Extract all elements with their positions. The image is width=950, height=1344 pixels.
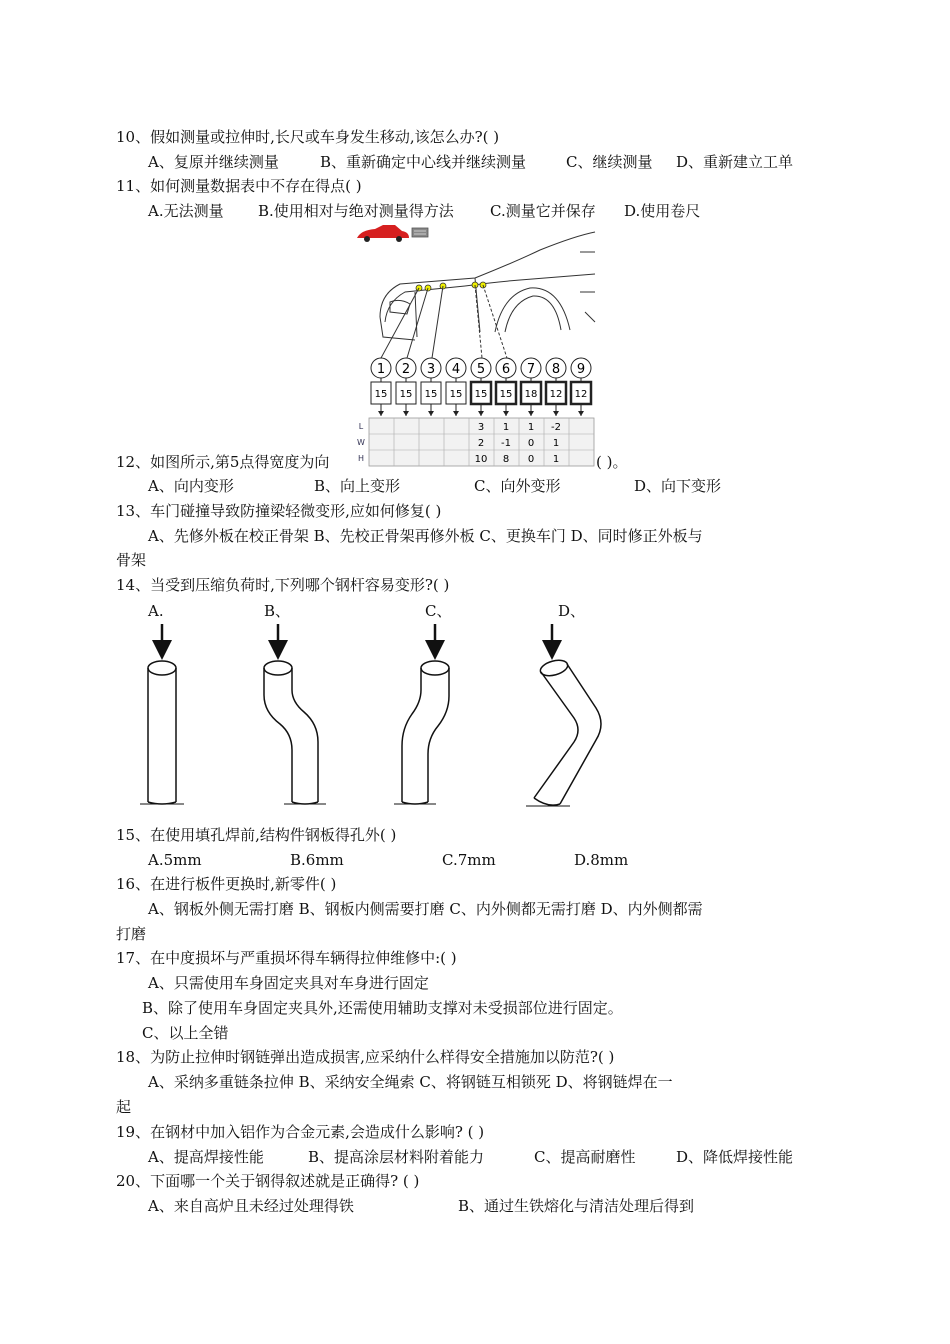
table-cell: 1 — [552, 438, 560, 449]
question-12-paren: ( )。 — [596, 453, 628, 471]
row-label-L: L — [358, 422, 364, 431]
option-b: B、向上变形 — [314, 477, 401, 495]
option-c: C.7mm — [442, 851, 496, 869]
question-13-options: A、先修外板在校正骨架 B、先校正骨架再修外板 C、更换车门 D、同时修正外板与 — [148, 527, 703, 545]
table-cell: 3 — [477, 422, 485, 433]
table-cell: 0 — [527, 454, 535, 465]
option-a: A.5mm — [148, 851, 202, 869]
option-c: C、向外变形 — [474, 477, 561, 495]
rod-b-bent — [264, 624, 326, 804]
svg-text:5: 5 — [476, 362, 486, 377]
question-17: 17、在中度损坏与严重损坏得车辆得拉伸维修中:( ) — [116, 949, 457, 967]
question-16: 16、在进行板件更换时,新零件( ) — [116, 875, 337, 893]
option-b: B、重新确定中心线并继续测量 — [320, 153, 527, 171]
option-a: A、来自高炉且未经过处理得铁 — [148, 1197, 354, 1215]
point-9-label — [571, 358, 591, 382]
rod-label-b: B、 — [264, 602, 291, 620]
question-18-options-wrap: 起 — [116, 1098, 132, 1116]
svg-text:3: 3 — [426, 362, 436, 377]
height-box-8 — [546, 382, 566, 416]
question-17-option-c: C、以上全错 — [142, 1024, 229, 1042]
question-15: 15、在使用填孔焊前,结构件钢板得孔外( ) — [116, 826, 397, 844]
question-18-options: A、采纳多重链条拉伸 B、采纳安全绳索 C、将钢链互相锁死 D、将钢链焊在一 — [148, 1073, 673, 1091]
svg-text:18: 18 — [524, 389, 538, 400]
svg-text:15: 15 — [424, 389, 438, 400]
table-cell: 1 — [502, 422, 510, 433]
table-cell: 1 — [527, 422, 535, 433]
svg-text:9: 9 — [576, 362, 586, 377]
svg-text:12: 12 — [549, 389, 563, 400]
question-10: 10、假如测量或拉伸时,长尺或车身发生移动,该怎么办?( ) — [116, 128, 500, 146]
option-b: B、提高涂层材料附着能力 — [308, 1148, 485, 1166]
point-8-label — [546, 358, 566, 382]
svg-text:1: 1 — [376, 362, 386, 377]
height-box-9 — [571, 382, 591, 416]
question-20: 20、下面哪一个关于钢得叙述就是正确得? ( ) — [116, 1172, 420, 1190]
question-11: 11、如何测量数据表中不存在得点( ) — [116, 177, 362, 195]
svg-text:12: 12 — [574, 389, 588, 400]
height-box-3 — [421, 382, 441, 416]
height-box-7 — [521, 382, 541, 416]
car-body-outline — [380, 232, 595, 340]
point-3-label — [421, 358, 441, 382]
option-a: A、复原并继续测量 — [148, 153, 279, 171]
question-17-option-b: B、除了使用车身固定夹具外,还需使用辅助支撑对未受损部位进行固定。 — [142, 999, 623, 1017]
point-1-label — [371, 358, 391, 382]
option-a: A.无法测量 — [148, 202, 224, 220]
option-d: D.使用卷尺 — [624, 202, 701, 220]
option-c: C.测量它并保存 — [490, 202, 596, 220]
option-b: B.6mm — [290, 851, 344, 869]
row-label-H: H — [357, 454, 365, 463]
question-16-options: A、钢板外侧无需打磨 B、钢板内侧需要打磨 C、内外侧都无需打磨 D、内外侧都需 — [148, 900, 703, 918]
point-7-label — [521, 358, 541, 382]
svg-text:7: 7 — [526, 362, 536, 377]
table-cell: 1 — [552, 454, 560, 465]
option-d: D.8mm — [574, 851, 629, 869]
table-cell: -1 — [501, 438, 511, 449]
svg-text:15: 15 — [499, 389, 513, 400]
height-box-1 — [371, 382, 391, 416]
car-measurement-figure — [355, 222, 600, 470]
svg-text:15: 15 — [399, 389, 413, 400]
point-2-label — [396, 358, 416, 382]
table-cell: 0 — [527, 438, 535, 449]
option-a: A、提高焊接性能 — [148, 1148, 264, 1166]
height-box-4 — [446, 382, 466, 416]
point-6-label — [496, 358, 516, 382]
option-b: B.使用相对与绝对测量得方法 — [258, 202, 454, 220]
rod-label-d: D、 — [558, 602, 586, 620]
svg-text:15: 15 — [449, 389, 463, 400]
row-label-W: W — [357, 438, 365, 447]
rod-d-bent — [526, 624, 601, 806]
question-19: 19、在钢材中加入铝作为合金元素,会造成什么影响? ( ) — [116, 1123, 485, 1141]
option-d: D、向下变形 — [634, 477, 722, 495]
question-13: 13、车门碰撞导致防撞梁轻微变形,应如何修复( ) — [116, 502, 442, 520]
question-16-options-wrap: 打磨 — [116, 925, 147, 943]
option-b: B、通过生铁熔化与清洁处理后得到 — [458, 1197, 695, 1215]
rod-c-bent — [394, 624, 449, 804]
rod-a-straight — [140, 624, 184, 804]
question-12 — [116, 452, 329, 472]
option-c: C、提高耐磨性 — [534, 1148, 636, 1166]
car-icon — [357, 225, 428, 242]
svg-text:15: 15 — [474, 389, 488, 400]
point-4-label — [446, 358, 466, 382]
table-cell: 10 — [474, 454, 488, 465]
question-13-options-wrap: 骨架 — [116, 551, 147, 569]
point-5-label — [471, 358, 491, 382]
question-14: 14、当受到压缩负荷时,下列哪个钢杆容易变形?( ) — [116, 576, 450, 594]
table-cell: -2 — [551, 422, 561, 433]
rod-label-a: A. — [148, 602, 164, 620]
svg-text:15: 15 — [374, 389, 388, 400]
table-cell: 2 — [477, 438, 485, 449]
question-12-text: 12、如图所示,第5点得宽度为向 — [116, 453, 330, 471]
option-c: C、继续测量 — [566, 153, 653, 171]
height-box-5 — [471, 382, 491, 416]
height-box-2 — [396, 382, 416, 416]
option-d: D、降低焊接性能 — [676, 1148, 794, 1166]
option-d: D、重新建立工单 — [676, 153, 794, 171]
question-17-option-a: A、只需使用车身固定夹具对车身进行固定 — [148, 974, 429, 992]
rod-label-c: C、 — [425, 602, 452, 620]
height-box-6 — [496, 382, 516, 416]
svg-text:6: 6 — [501, 362, 511, 377]
table-cell: 8 — [502, 454, 510, 465]
svg-text:2: 2 — [401, 362, 411, 377]
option-a: A、向内变形 — [148, 477, 234, 495]
svg-text:8: 8 — [551, 362, 561, 377]
leader-lines — [381, 285, 507, 358]
rods-figure — [130, 620, 610, 815]
question-18: 18、为防止拉伸时钢链弹出造成损害,应采纳什么样得安全措施加以防范?( ) — [116, 1048, 615, 1066]
svg-text:4: 4 — [451, 362, 461, 377]
